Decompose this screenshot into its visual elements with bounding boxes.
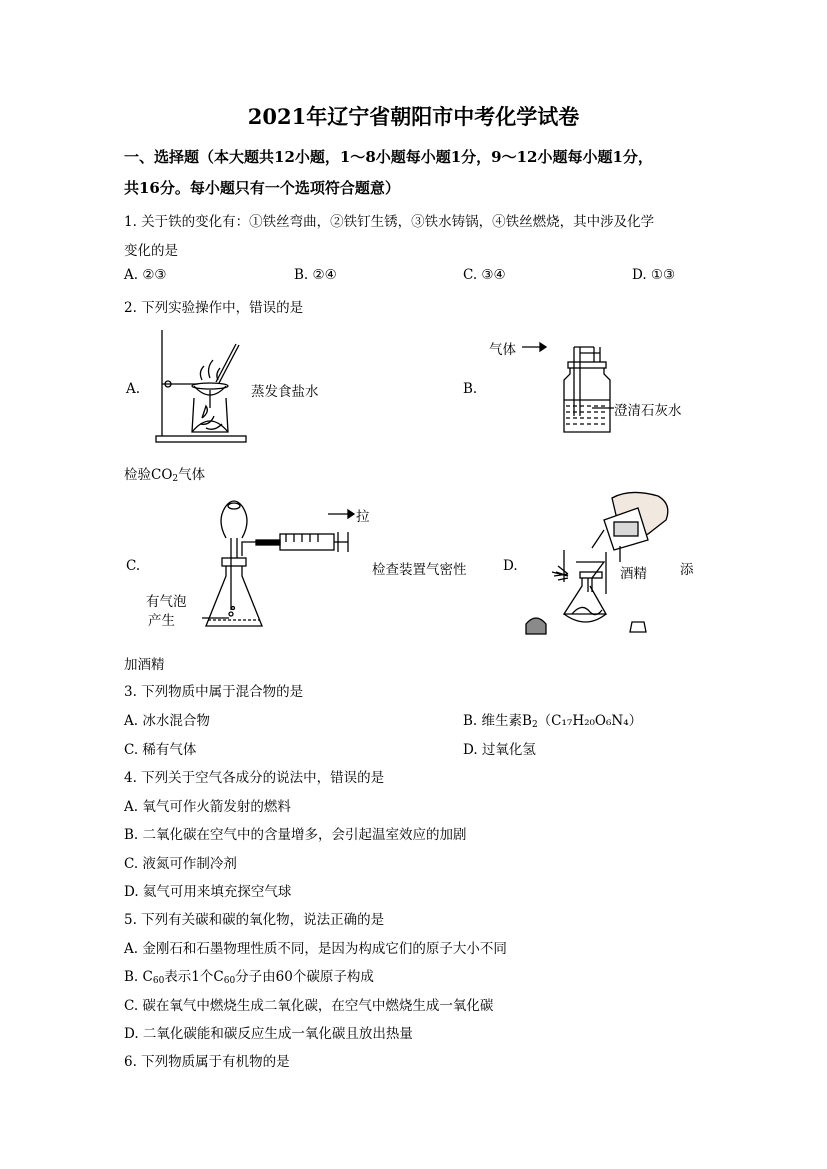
question-2-option-b-letter: B. — [463, 381, 478, 397]
question-2-option-c-caption: 检查装置气密性 — [372, 562, 467, 578]
question-1-option-c: C. ③④ — [463, 267, 506, 283]
question-5-stem: 5. 下列有关碳和碳的氧化物，说法正确的是 — [124, 912, 385, 928]
question-2-option-d-caption-1: 添 — [680, 562, 694, 578]
adding-alcohol-figure — [520, 490, 670, 640]
question-2-stem: 2. 下列实验操作中，错误的是 — [124, 300, 304, 316]
question-1-stem-line-1: 1. 关于铁的变化有：①铁丝弯曲，②铁钉生锈，③铁水铸锅，④铁丝燃烧，其中涉及化学 — [124, 214, 655, 230]
question-4-option-c: C. 液氮可作制冷剂 — [124, 856, 237, 872]
gas-washing-bottle-figure — [520, 336, 620, 436]
question-4-option-d: D. 氦气可用来填充探空气球 — [124, 884, 292, 900]
question-4-option-a: A. 氧气可作火箭发射的燃料 — [124, 799, 291, 815]
bubbles-label-line-1: 有气泡 — [146, 594, 187, 610]
question-2-option-a-letter: A. — [126, 381, 141, 397]
alcohol-label: 酒精 — [620, 566, 647, 582]
bubbles-label-line-2: 产生 — [148, 613, 175, 629]
question-2-option-c-letter: C. — [126, 558, 141, 574]
question-2-option-a-caption: 蒸发食盐水 — [251, 384, 319, 400]
question-5-option-b: B. $C_{60}$表示1个$C_{60}$分子由60个碳原子构成 — [124, 969, 374, 986]
question-5-option-c: C. 碳在氧气中燃烧生成二氧化碳，在空气中燃烧生成一氧化碳 — [124, 998, 494, 1014]
evaporation-apparatus-figure — [154, 328, 250, 446]
limewater-label: 澄清石灰水 — [614, 403, 682, 419]
section-heading-line-1: 一、选择题（本大题共12小题，1～8小题每小题1分，9～12小题每小题1分， — [124, 148, 653, 166]
question-4-option-b: B. 二氧化碳在空气中的含量增多，会引起温室效应的加剧 — [124, 827, 467, 843]
airtightness-check-figure — [196, 498, 356, 634]
question-1-option-d: D. ①③ — [632, 267, 676, 283]
question-3-option-d: D. 过氧化氢 — [463, 742, 536, 758]
question-2-option-b-caption: 检验$CO_2$气体 — [124, 467, 206, 484]
question-4-stem: 4. 下列关于空气各成分的说法中，错误的是 — [124, 770, 385, 786]
question-2-option-d-letter: D. — [503, 558, 518, 574]
question-3-option-b: B. 维生素$B_2(C_{17}H_{20}O_6N_4)$ — [463, 713, 643, 730]
question-1-stem-line-2: 变化的是 — [124, 243, 178, 259]
question-2-option-d-caption-2: 加酒精 — [124, 657, 165, 673]
question-3-stem: 3. 下列物质中属于混合物的是 — [124, 684, 304, 700]
question-3-option-a: A. 冰水混合物 — [124, 713, 210, 729]
question-5-option-d: D. 二氧化碳能和碳反应生成一氧化碳且放出热量 — [124, 1026, 413, 1042]
question-3-option-c: C. 稀有气体 — [124, 742, 197, 758]
question-6-stem: 6. 下列物质属于有机物的是 — [124, 1054, 290, 1070]
question-1-option-b: B. ②④ — [294, 267, 337, 283]
gas-label: 气体 — [489, 342, 516, 358]
section-heading-line-2: 共16分。每小题只有一个选项符合题意） — [124, 179, 400, 197]
page-title: 2021年辽宁省朝阳市中考化学试卷 — [247, 104, 580, 129]
pull-label: 拉 — [356, 509, 370, 525]
question-1-option-a: A. ②③ — [124, 267, 167, 283]
question-5-option-a: A. 金刚石和石墨物理性质不同，是因为构成它们的原子大小不同 — [124, 941, 507, 957]
